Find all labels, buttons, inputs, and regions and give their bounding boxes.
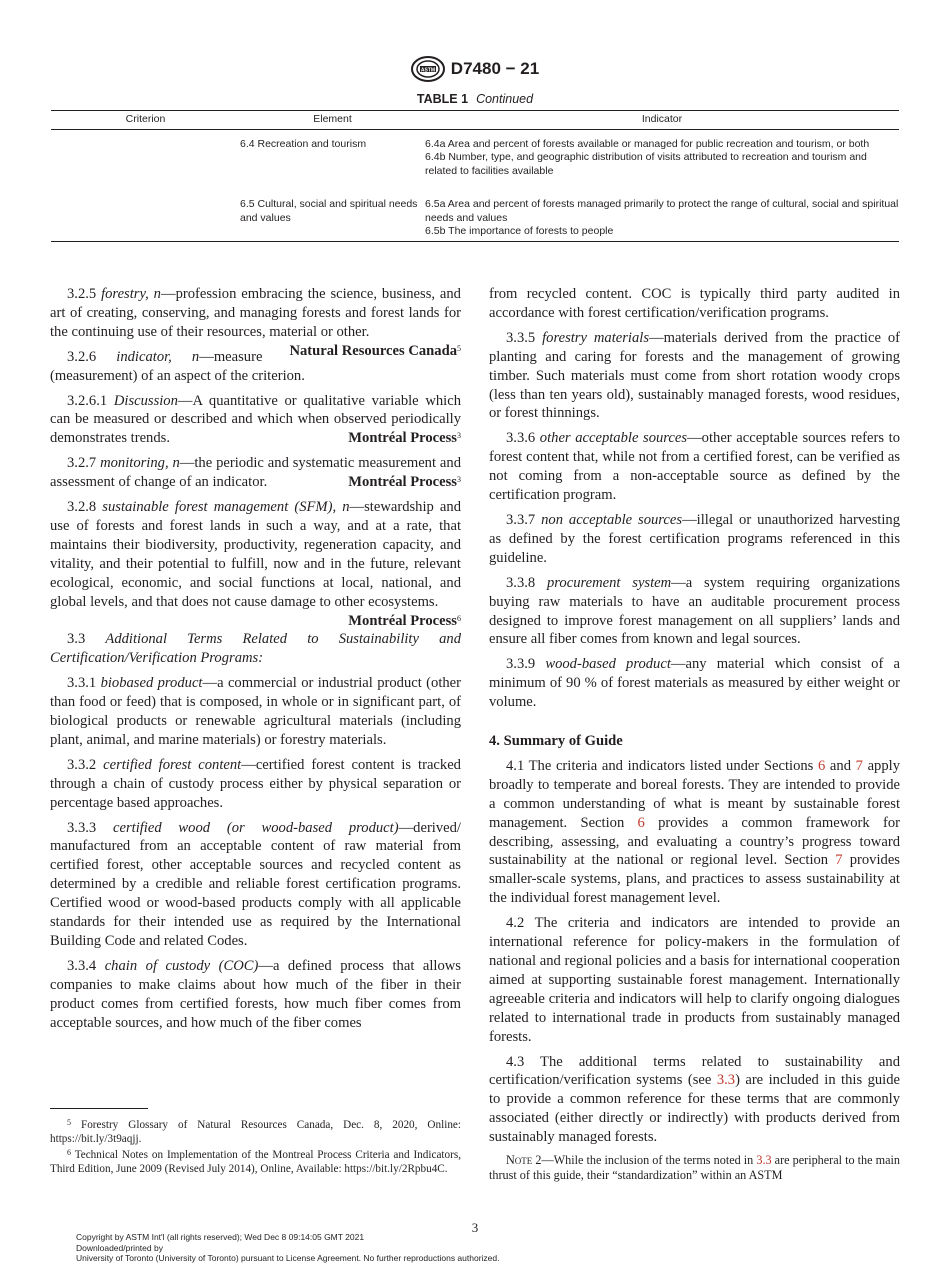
footnote-6: $^6$ Technical Notes on Implementation of the Montreal Process Criteria and Indicators, Third Edition, June 2009 (Revised July 2014), Online, Available: https://bit.ly/2Rpbu4C.: [50, 1148, 461, 1175]
criteria-table: [51, 110, 899, 242]
footnote-divider: [50, 1108, 148, 1109]
source-citation: Montréal Process$^6$: [348, 612, 461, 629]
standard-designation: D7480 − 21: [450, 59, 540, 78]
note-2: Note 2—While the inclusion of the terms noted in 3.3 are peripheral to the main thrust of this guide, their “standardization” within an ASTM: [489, 1153, 901, 1183]
section-link[interactable]: 3.3: [716, 1072, 736, 1089]
definition-3-3-4: 3.3.4 chain of custody (COC)—a defined process that allows companies to make claims about how much of the fiber in their product comes from certified forests, how much fiber comes from acceptable sources, and how much of the fiber comes: [50, 957, 461, 1031]
definition-3-3-1: 3.3.1 biobased product—a commercial or industrial product (other than food or feed) that is composed, in whole or in significant part, of biological products or renewable agricultural materials (including plant, animal, and marine materials) or forestry materials.: [50, 675, 462, 748]
table-row: [51, 198, 899, 241]
source-citation: Montréal Process$^3$: [348, 430, 461, 447]
footnotes: [50, 1118, 461, 1178]
left-column: [50, 285, 461, 1039]
section-3-3: 3.3 Additional Terms Related to Sustainability and Certification/Verification Programs:: [50, 631, 461, 667]
continued-text: from recycled content. COC is typically third party audited in accordance with forest certification/verification programs.: [489, 286, 900, 321]
col-header-element: Element: [240, 111, 425, 130]
definition-3-3-6: 3.3.6 other acceptable sources—other acceptable sources refers to forest content that, while not from a certified forest, can be verified as not coming from a non-acceptable source as defined by the certification program.: [489, 430, 900, 504]
indicator-item: 6.4b Number, type, and geographic distribution of visits attributed to recreation and tourism and related to facilities available: [425, 151, 867, 177]
right-column: [489, 285, 900, 1189]
indicator-cell: [425, 129, 899, 198]
col-header-criterion: Criterion: [51, 111, 240, 130]
element-cell: 6.5 Cultural, social and spiritual needs and values: [240, 198, 425, 241]
page-number: 3: [471, 1220, 479, 1235]
section-link[interactable]: 3.3: [756, 1153, 772, 1168]
table-row: [51, 129, 899, 198]
section-link[interactable]: 7: [855, 757, 863, 774]
definition-3-3-7: 3.3.7 non acceptable sources—illegal or unauthorized harvesting as defined by the forest certification programs referenced in this guideline.: [489, 511, 900, 566]
table-caption: [0, 92, 950, 106]
definition-3-3-8: 3.3.8 procurement system—a system requiring organizations buying raw materials to have an auditable procurement process designed to improve forest management on all suppliers’ lands and ensure all fiber comes from known and legal sources.: [489, 574, 900, 648]
indicator-item: 6.5b The importance of forests to people: [425, 225, 614, 237]
astm-logo-icon: [411, 56, 445, 82]
indicator-item: 6.5a Area and percent of forests managed primarily to protect the range of cultural, social and spiritual needs and values: [425, 198, 899, 224]
table-caption-label: TABLE 1: [416, 92, 469, 106]
section-link[interactable]: 6: [818, 757, 826, 774]
definition-3-2-7: 3.2.7 monitoring, n—the periodic and systematic measurement and assessment of change of an indicator. Montréal Process$^3$: [50, 455, 461, 491]
source-citation: Montréal Process$^3$: [348, 474, 461, 491]
definition-3-2-8: 3.2.8 sustainable forest management (SFM), n—stewardship and use of forests and forest lands in such a way, and at a rate, that maintains their biodiversity, productivity, regeneration capacity, and vitality, and their potential to fulfill, now and in the future, relevant ecological, economic, and social functions at local, national, and global levels, and that does not cause damage to other ecosystems. Montréal Process$^6$: [50, 499, 461, 629]
table-caption-text: Continued: [476, 92, 534, 106]
page-header: [0, 56, 950, 82]
table-header-row: [51, 111, 899, 130]
svg-text:ASTM: ASTM: [420, 67, 435, 74]
section-link[interactable]: 7: [835, 852, 843, 869]
definition-3-2-6-1: 3.2.6.1 Discussion—A quantitative or qualitative variable which can be measured or described and which when observed periodically demonstrates trends. Montréal Process$^3$: [50, 392, 462, 447]
section-heading: 4. Summary of Guide: [489, 733, 623, 750]
copyright-notice: Copyright by ASTM Int'l (all rights reserved); Wed Dec 8 09:14:05 GMT 2021 Downloaded/printed by University of Toronto (University of Toronto) pursuant to License Agreement. No further reproductions authorized.: [76, 1232, 500, 1263]
footnote-5: $^5$ Forestry Glossary of Natural Resources Canada, Dec. 8, 2020, Online: https://bit.ly/3t9aqjj.: [50, 1118, 461, 1145]
paragraph-4-3: 4.3 The additional terms related to sustainability and certification/verification systems (see 3.3) are included in this guide to provide a common reference for these terms that are commonly associated (either directly or indirectly) with products derived from sustainably managed forests.: [489, 1053, 900, 1146]
definition-3-2-5: 3.2.5 forestry, n—profession embracing the science, business, and art of creating, conserving, and managing forests and forest lands for the continuing use of their resources, material or other. Natural Resources Canada$^5$: [50, 286, 461, 359]
definition-3-3-3: 3.3.3 certified wood (or wood-based product)—derived/ manufactured from an acceptable content of raw material from certified forest, other acceptable sources and recycled content as determined by a credible and reliable forest certification programs. Certified wood or wood-based products comply with all applicable standards for their intended use as required by the International Building Code and related Codes.: [50, 819, 461, 949]
element-cell: 6.4 Recreation and tourism: [240, 137, 367, 150]
source-citation: Natural Resources Canada$^5$: [289, 342, 461, 359]
indicator-item: 6.4a Area and percent of forests available or managed for public recreation and tourism, or both: [425, 137, 870, 150]
section-link[interactable]: 6: [637, 814, 645, 831]
paragraph-4-1: 4.1 The criteria and indicators listed under Sections 6 and 7 apply broadly to temperate and boreal forests. They are intended to provide a common understanding of what is meant by sustainable forest management. Section 6 provides a common framework for describing, assessing, and evaluating a country’s progress toward sustainability at the national or regional level. Section 7 provides smaller-scale systems, plans, and practices to assess sustainability at the individual forest management level.: [489, 757, 900, 907]
paragraph-4-2: 4.2 The criteria and indicators are intended to provide an international reference for policy-makers in the formulation of national and regional policies and a basis for international cooperation aimed at supporting sustainable forest management. Internationally agreeable criteria and indicators will help to clarify ongoing dialogues related to international trade in products from sustainably managed forests.: [489, 915, 900, 1045]
indicator-cell: [425, 198, 899, 241]
definition-3-3-2: 3.3.2 certified forest content—certified forest content is tracked through a chain of custody process either by physical separation or percentage based approaches.: [50, 756, 461, 811]
definition-3-3-9: 3.3.9 wood-based product—any material which consist of a minimum of 90 % of forest materials as measured by either weight or volume.: [489, 656, 900, 711]
col-header-indicator: Indicator: [425, 111, 899, 130]
definition-3-2-6: 3.2.6 indicator, n—measure (measurement) of an aspect of the criterion.: [50, 348, 305, 384]
definition-3-3-5: 3.3.5 forestry materials—materials derived from the practice of planting and caring for forests and the management of growing timber. Such materials must come from short rotation woody crops (less than ten years old), sustainably managed forests, wood residues, or forest thinnings.: [489, 329, 900, 422]
